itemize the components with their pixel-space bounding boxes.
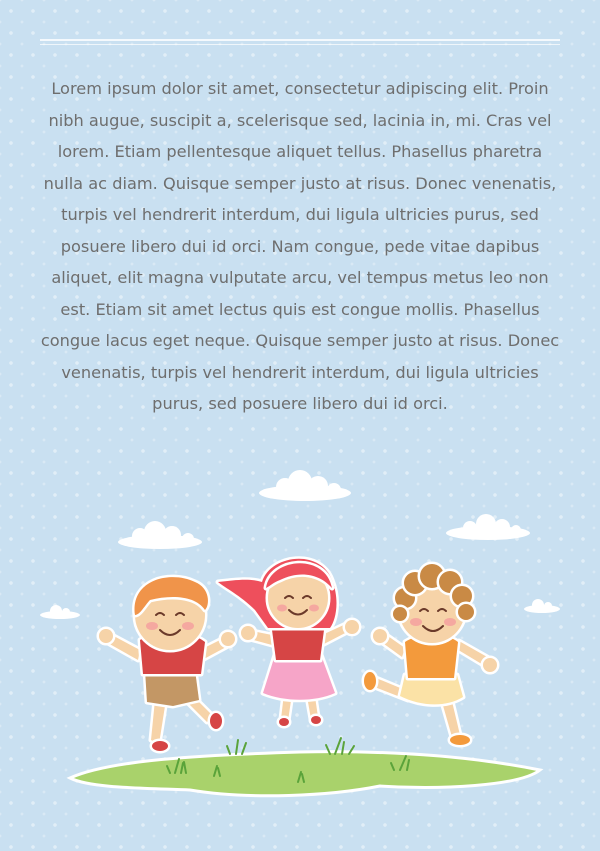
body-paragraph: Lorem ipsum dolor sit amet, consectetur adipiscing elit. Proin nibh augue, suscipit a, scelerisque sed, lacinia in, mi. Cras vel lorem. Etiam pellentesque aliquet tellus. Phasellus pharetra nulla ac diam. Quisque semper justo at risus. Donec venenatis, turpis vel hendrerit interdum, dui ligula ultricies purus, sed posuere libero dui id orci. Nam congue, pede vitae dapibus aliquet, elit magna vulputate arcu, vel tempus metus leo non est. Etiam sit amet lectus quis est congue mollis. Phasellus congue lacus eget neque. Quisque semper justo at risus. Donec venenatis, turpis vel hendrerit interdum, dui ligula ultricies purus, sed posuere libero dui id orci. [40, 79, 560, 413]
top-divider [40, 39, 560, 41]
cloud-icon [40, 605, 80, 619]
grass-hill [70, 738, 540, 796]
boy-character [99, 577, 235, 751]
curly-boy-character [364, 564, 497, 745]
cloud-icon [524, 599, 560, 613]
kids-illustration [0, 470, 600, 830]
cloud-icon [118, 521, 202, 549]
cloud-icon [259, 470, 351, 501]
girl-character [218, 559, 359, 726]
cloud-icon [446, 514, 530, 540]
